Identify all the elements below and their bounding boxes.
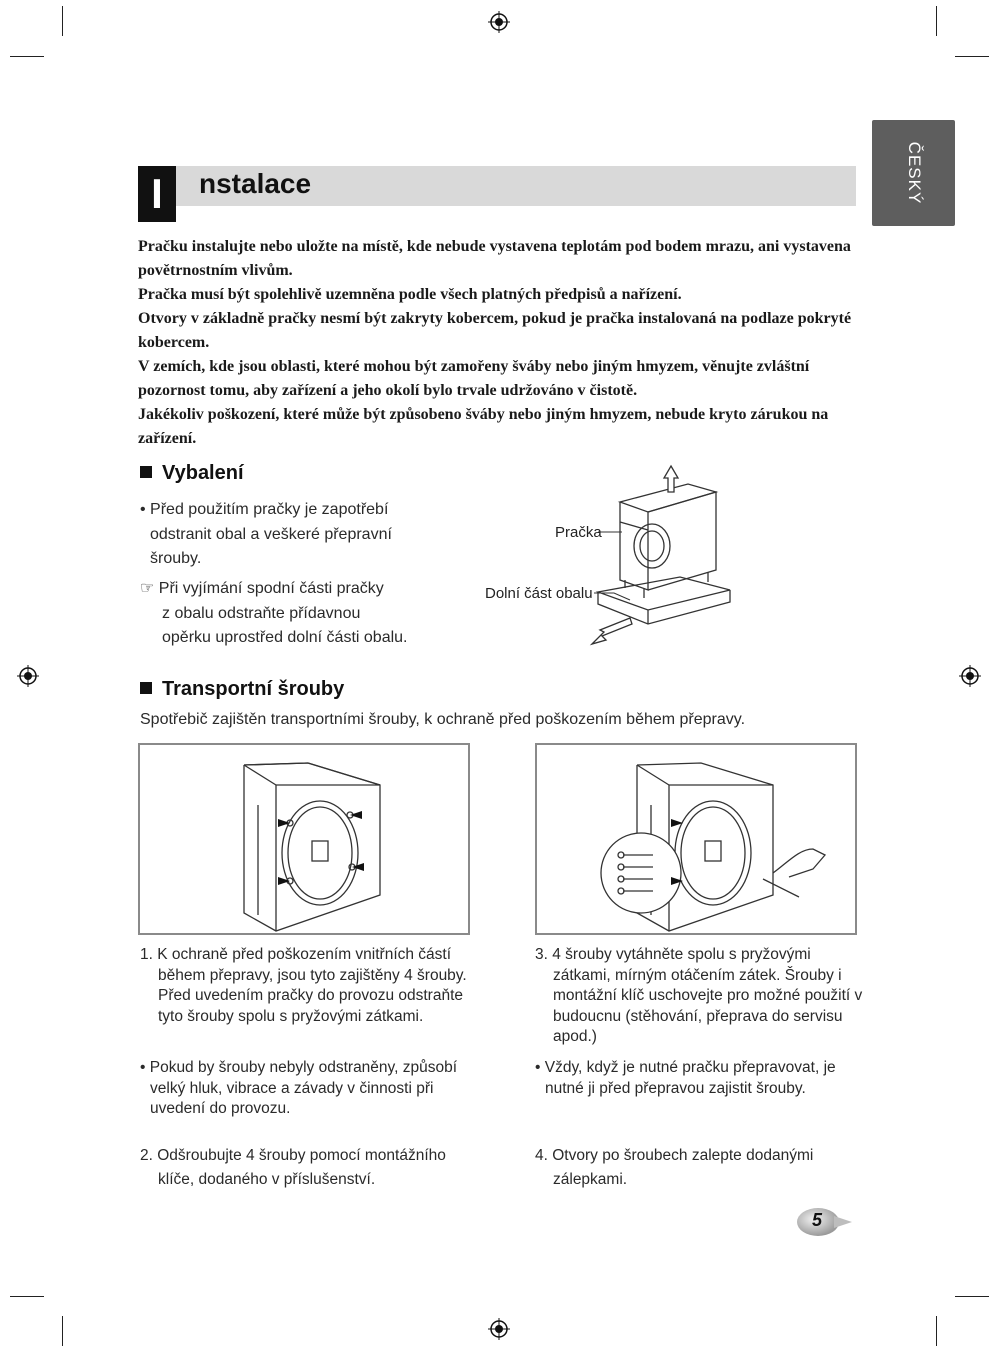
pointing-hand-icon: ☞ (140, 580, 155, 597)
crop-mark (955, 1296, 989, 1297)
step-1 (140, 945, 470, 1027)
unpacking-heading-text: Vybalení (162, 462, 244, 484)
language-tab (872, 120, 955, 226)
step-3 (535, 945, 870, 1048)
step-4-number: 4. (535, 1147, 548, 1164)
step-1-bullet (140, 1058, 470, 1120)
step-3-bullet (535, 1058, 865, 1099)
unpacking-bullet (140, 498, 460, 572)
registration-mark-icon (17, 665, 39, 687)
crop-mark (62, 1316, 63, 1346)
registration-mark-icon (488, 11, 510, 33)
transport-heading (140, 678, 344, 701)
unpacking-heading (140, 462, 244, 485)
washer-back-illustration (140, 745, 468, 933)
square-bullet-icon (140, 466, 152, 478)
unpacking-illustration (480, 462, 740, 652)
unpacking-bullet-line: odstranit obal a veškeré přepravní (150, 525, 392, 543)
registration-mark-icon (959, 665, 981, 687)
unpacking-note (140, 577, 470, 651)
figure-box-removal (535, 743, 857, 935)
language-tab-label: ČESKÝ (904, 141, 924, 205)
intro-line: Otvory v základně pračky nesmí být zakryty kobercem, pokud je pračka instalovaná na podlaze pokryté kobercem. (138, 310, 852, 351)
intro-text (138, 235, 863, 451)
intro-line: Pračka musí být spolehlivě uzemněna podle všech platných předpisů a nařízení. (138, 286, 682, 303)
unpacking-note-line: Při vyjímání spodní části pračky (158, 580, 384, 597)
page-number: 5 (812, 1210, 823, 1230)
intro-line: Jakékoliv poškození, které může být způsobeno šváby nebo jiným hmyzem, nebude kryto zárukou na zařízení. (138, 406, 829, 447)
label-washer: Pračka (555, 524, 602, 541)
step-2-text: Odšroubujte 4 šrouby pomocí montážního klíče, dodaného v příslušenství. (157, 1147, 446, 1188)
page-number-shape (796, 1206, 852, 1238)
title-initial: I (138, 166, 176, 222)
unpacking-note-line: z obalu odstraňte přídavnou (162, 604, 361, 622)
figure-box-back-view (138, 743, 470, 935)
step-2 (140, 1144, 470, 1192)
crop-mark (62, 6, 63, 36)
page-number-badge (796, 1206, 852, 1238)
crop-mark (936, 6, 937, 36)
transport-heading-text: Transportní šrouby (162, 678, 345, 700)
crop-mark (10, 56, 44, 57)
step-1-text: K ochraně před poškozením vnitřních částí během přepravy, jsou tyto zajištěny 4 šrouby. Před uvedením pračky do provozu odstraňte tyto šrouby spolu s pryžovými zátkami. (157, 946, 467, 1025)
intro-line: V zemích, kde jsou oblasti, které mohou být zamořeny šváby nebo jiným hmyzem, věnujte zvláštní pozornost tomu, aby zařízení a jeho okolí bylo trvale udržováno v čistotě. (138, 358, 810, 399)
crop-mark (10, 1296, 44, 1297)
step-2-number: 2. (140, 1147, 153, 1164)
registration-mark-icon (488, 1318, 510, 1340)
unpacking-bullet-line: šrouby. (150, 550, 202, 567)
step-4-text: Otvory po šroubech zalepte dodanými zálepkami. (552, 1147, 814, 1188)
bolt-removal-illustration (537, 745, 855, 933)
unpacking-bullet-line: • Před použitím pračky je zapotřebí (140, 501, 389, 518)
unpacking-note-line: opěrku uprostřed dolní části obalu. (162, 629, 408, 646)
transport-subtitle: Spotřebič zajištěn transportními šrouby, k ochraně před poškozením během přepravy. (140, 711, 746, 728)
intro-line: Pračku instalujte nebo uložte na místě, kde nebude vystavena teplotám pod bodem mrazu, ani vystavena povětrnostním vlivům. (138, 238, 851, 279)
crop-mark (955, 56, 989, 57)
step-3-number: 3. (535, 946, 548, 963)
step-4 (535, 1144, 865, 1192)
step-3-text: 4 šrouby vytáhněte spolu s pryžovými zátkami, mírným otáčením zátek. Šrouby i montážní klíč uschovejte pro možné použití v budoucnu (stěhování, přeprava do servisu apod.) (552, 946, 863, 1045)
step-1-bullet-text: • Pokud by šrouby nebyly odstraněny, způsobí velký hluk, vibrace a závady v činnosti při uvedení do provozu. (140, 1059, 458, 1117)
step-1-number: 1. (140, 946, 153, 963)
label-base: Dolní část obalu (485, 585, 593, 602)
crop-mark (936, 1316, 937, 1346)
page-title: nstalace (199, 168, 312, 199)
step-3-bullet-text: • Vždy, když je nutné pračku přepravovat, je nutné ji před přepravou zajistit šrouby. (535, 1059, 836, 1097)
square-bullet-icon (140, 682, 152, 694)
